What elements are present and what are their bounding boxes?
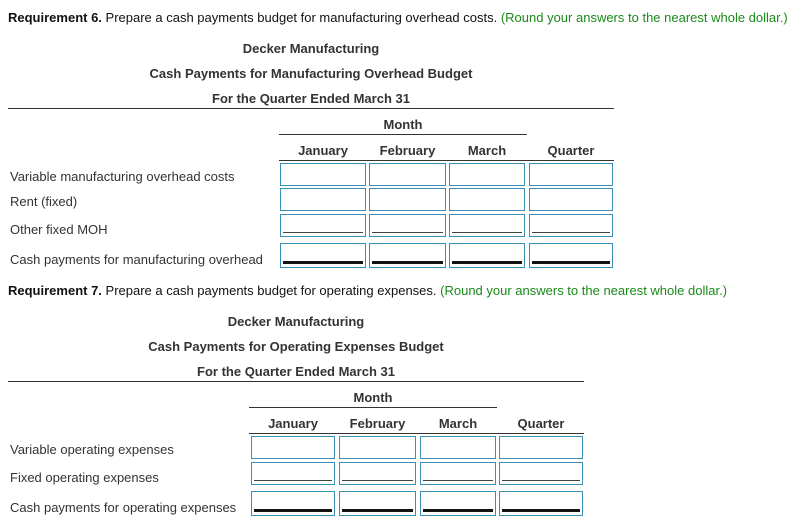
requirement-6-rounding-note: (Round your answers to the nearest whole dollar.) — [500, 10, 788, 25]
budget-6-rent-january-input[interactable] — [280, 188, 366, 211]
budget-6-title: Cash Payments for Manufacturing Overhead Budget — [149, 66, 473, 81]
budget-7-col-february: February — [349, 416, 406, 431]
budget-7-variable-opex-march-input[interactable] — [420, 436, 496, 459]
budget-6-other-fixed-moh-march-input[interactable] — [449, 214, 525, 237]
budget-6-row-rent-label: Rent (fixed) — [10, 194, 78, 209]
budget-6-period: For the Quarter Ended March 31 — [212, 91, 410, 106]
budget-6-col-january: January — [298, 143, 348, 158]
budget-6-total-quarter-input[interactable] — [529, 243, 613, 268]
budget-6-variable-moh-january-input[interactable] — [280, 163, 366, 186]
budget-7-col-quarter: Quarter — [517, 416, 565, 431]
budget-6-row-other-fixed-moh-label: Other fixed MOH — [10, 222, 108, 237]
budget-6-company: Decker Manufacturing — [242, 41, 380, 56]
budget-6-header-divider — [279, 160, 614, 161]
budget-6-rent-february-input[interactable] — [369, 188, 446, 211]
budget-6-total-february-input[interactable] — [369, 243, 446, 268]
budget-7-month-header: Month — [353, 390, 393, 405]
budget-6-variable-moh-february-input[interactable] — [369, 163, 446, 186]
requirement-7-text: Prepare a cash payments budget for operating expenses. — [101, 283, 441, 298]
budget-6-total-january-input[interactable] — [280, 243, 366, 268]
budget-7-total-march-input[interactable] — [420, 491, 496, 516]
budget-6-rent-march-input[interactable] — [449, 188, 525, 211]
budget-6-row-total-label: Cash payments for manufacturing overhead — [10, 252, 263, 267]
budget-7-fixed-opex-february-input[interactable] — [339, 462, 416, 485]
budget-6-row-variable-moh-label: Variable manufacturing overhead costs — [10, 169, 235, 184]
requirement-7-label: Requirement 7. — [8, 283, 102, 298]
budget-7-title: Cash Payments for Operating Expenses Budget — [148, 339, 444, 354]
budget-7-fixed-opex-quarter-input[interactable] — [499, 462, 583, 485]
budget-7-col-january: January — [268, 416, 318, 431]
budget-6-other-fixed-moh-february-input[interactable] — [369, 214, 446, 237]
budget-6-col-march: March — [467, 143, 507, 158]
budget-6-month-divider — [279, 134, 527, 135]
budget-7-total-quarter-input[interactable] — [499, 491, 583, 516]
budget-6-total-march-input[interactable] — [449, 243, 525, 268]
budget-7-total-february-input[interactable] — [339, 491, 416, 516]
budget-6-month-header: Month — [383, 117, 423, 132]
budget-6-title-divider — [8, 108, 614, 109]
budget-7-fixed-opex-march-input[interactable] — [420, 462, 496, 485]
budget-7-variable-opex-february-input[interactable] — [339, 436, 416, 459]
budget-7-variable-opex-quarter-input[interactable] — [499, 436, 583, 459]
requirement-6-label: Requirement 6. — [8, 10, 102, 25]
budget-7-fixed-opex-january-input[interactable] — [251, 462, 335, 485]
budget-7-company: Decker Manufacturing — [227, 314, 365, 329]
requirement-7-rounding-note: (Round your answers to the nearest whole dollar.) — [440, 283, 728, 298]
budget-7-title-divider — [8, 381, 584, 382]
budget-7-period: For the Quarter Ended March 31 — [197, 364, 395, 379]
requirement-6-text: Prepare a cash payments budget for manufacturing overhead costs. — [101, 10, 501, 25]
budget-7-total-january-input[interactable] — [251, 491, 335, 516]
budget-7-header-divider — [249, 433, 584, 434]
budget-7-row-fixed-opex-label: Fixed operating expenses — [10, 470, 159, 485]
budget-7-row-total-label: Cash payments for operating expenses — [10, 500, 237, 515]
budget-6-other-fixed-moh-january-input[interactable] — [280, 214, 366, 237]
budget-7-variable-opex-january-input[interactable] — [251, 436, 335, 459]
budget-6-col-quarter: Quarter — [547, 143, 595, 158]
budget-6-variable-moh-quarter-input[interactable] — [529, 163, 613, 186]
budget-7-row-variable-opex-label: Variable operating expenses — [10, 442, 174, 457]
budget-7-col-march: March — [438, 416, 478, 431]
budget-6-other-fixed-moh-quarter-input[interactable] — [529, 214, 613, 237]
budget-6-rent-quarter-input[interactable] — [529, 188, 613, 211]
budget-6-variable-moh-march-input[interactable] — [449, 163, 525, 186]
requirement-7-instruction — [8, 283, 727, 298]
budget-7-month-divider — [249, 407, 497, 408]
budget-6-col-february: February — [379, 143, 436, 158]
requirement-6-instruction — [8, 10, 788, 25]
